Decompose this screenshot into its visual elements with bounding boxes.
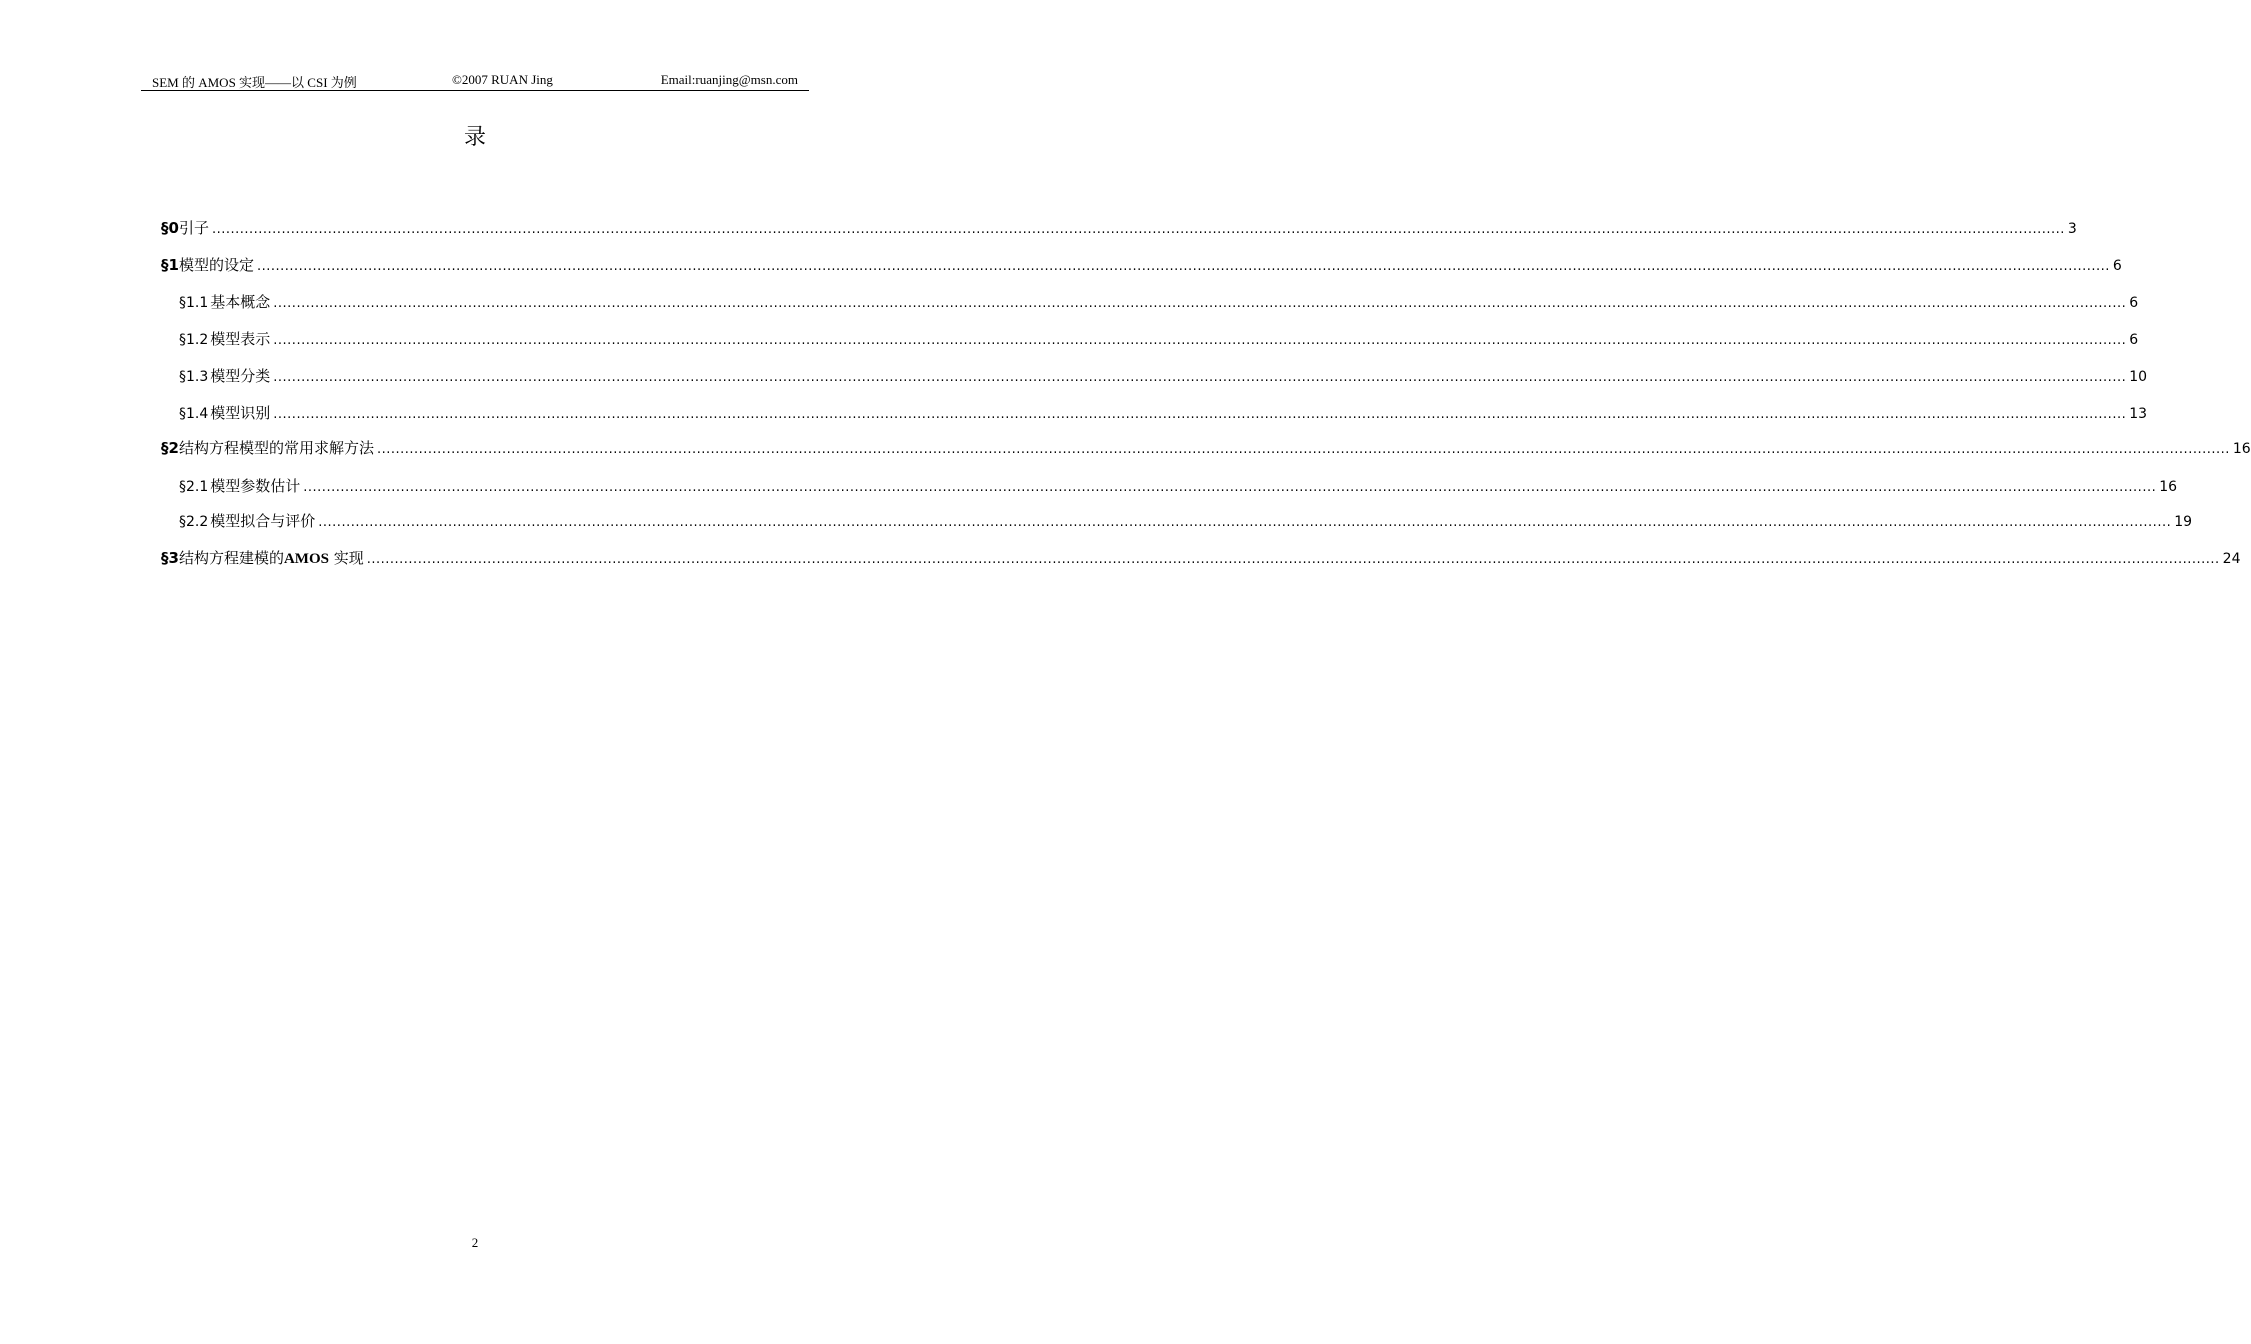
toc-leader-dots: ................................................................................................................................................................................................................................................................................................................................................................................................................ [256, 259, 2110, 274]
toc-entry-label [179, 547, 364, 568]
toc-leader-dots: ................................................................................................................................................................................................................................................................................................................................................................................................................ [273, 407, 2127, 422]
toc-entry-2-2[interactable] [179, 510, 2193, 532]
toc-entry-page: 10 [2129, 369, 2148, 385]
toc-entry-number: §1.3 [179, 369, 209, 385]
toc-entry-page: 6 [2129, 295, 2139, 311]
toc-entry-page: 16 [2159, 479, 2178, 495]
toc-entry-label: 结构方程模型的常用求解方法 [178, 439, 374, 457]
toc-entry-page: 6 [2112, 258, 2122, 274]
toc-entry-1-4[interactable] [179, 402, 2148, 424]
toc-entry-page: 19 [2174, 514, 2193, 530]
toc-entry-3[interactable] [161, 547, 2241, 569]
header-copyright: ©2007 RUAN Jing [452, 72, 553, 87]
toc-entry-number: §2 [161, 439, 179, 457]
toc-entry-1-2[interactable] [179, 328, 2139, 350]
toc-entry-2[interactable] [161, 437, 2251, 459]
toc-entry-page: 24 [2222, 551, 2241, 567]
toc-entry-number: §0 [161, 219, 179, 237]
toc-entry-page: 16 [2232, 441, 2251, 457]
toc-entry-label: 模型表示 [210, 330, 271, 348]
toc-entry-label: 基本概念 [210, 293, 271, 311]
toc-entry-number: §3 [161, 549, 179, 567]
header-title: SEM 的 AMOS 实现——以 CSI 为例 [152, 75, 357, 90]
toc-label-amos: AMOS [283, 551, 329, 567]
toc-entry-number: §1 [161, 256, 179, 274]
toc-entry-label: 引子 [178, 219, 209, 237]
toc-entry-number: §2.2 [179, 514, 209, 530]
toc-entry-2-1[interactable] [179, 475, 2178, 497]
toc-leader-dots: ................................................................................................................................................................................................................................................................................................................................................................................................................ [376, 442, 2230, 457]
toc-label-part: 实现 [328, 549, 364, 567]
toc-entry-label: 模型识别 [210, 404, 271, 422]
toc-entry-number: §1.2 [179, 332, 209, 348]
toc-leader-dots: ................................................................................................................................................................................................................................................................................................................................................................................................................ [211, 222, 2065, 237]
toc-entry-1[interactable] [161, 254, 2122, 276]
toc-entry-page: 3 [2067, 221, 2077, 237]
toc-entry-0[interactable] [161, 217, 2077, 239]
toc-entry-1-1[interactable] [179, 291, 2139, 313]
toc-entry-number: §1.1 [179, 295, 209, 311]
toc-entry-number: §1.4 [179, 406, 209, 422]
toc-leader-dots: ................................................................................................................................................................................................................................................................................................................................................................................................................ [303, 480, 2157, 495]
toc-leader-dots: ................................................................................................................................................................................................................................................................................................................................................................................................................ [273, 296, 2127, 311]
running-header [141, 72, 809, 91]
page-number: 2 [471, 1235, 479, 1250]
toc-entry-label: 模型分类 [210, 367, 271, 385]
toc-label-part: 结构方程建模的 [178, 549, 284, 567]
toc-leader-dots: ................................................................................................................................................................................................................................................................................................................................................................................................................ [273, 370, 2127, 385]
toc-entry-page: 13 [2129, 406, 2148, 422]
toc-entry-number: §2.1 [179, 479, 209, 495]
toc-leader-dots: ................................................................................................................................................................................................................................................................................................................................................................................................................ [366, 552, 2220, 567]
toc-entry-label: 模型参数估计 [210, 477, 301, 495]
header-email: Email:ruanjing@msn.com [660, 72, 798, 87]
toc-entry-1-3[interactable] [179, 365, 2148, 387]
toc-entry-label: 模型拟合与评价 [210, 512, 316, 530]
toc-leader-dots: ................................................................................................................................................................................................................................................................................................................................................................................................................ [318, 515, 2172, 530]
toc-leader-dots: ................................................................................................................................................................................................................................................................................................................................................................................................................ [273, 333, 2127, 348]
toc-title: 录 [463, 125, 486, 150]
toc-entry-label: 模型的设定 [178, 256, 254, 274]
toc-entry-page: 6 [2129, 332, 2139, 348]
